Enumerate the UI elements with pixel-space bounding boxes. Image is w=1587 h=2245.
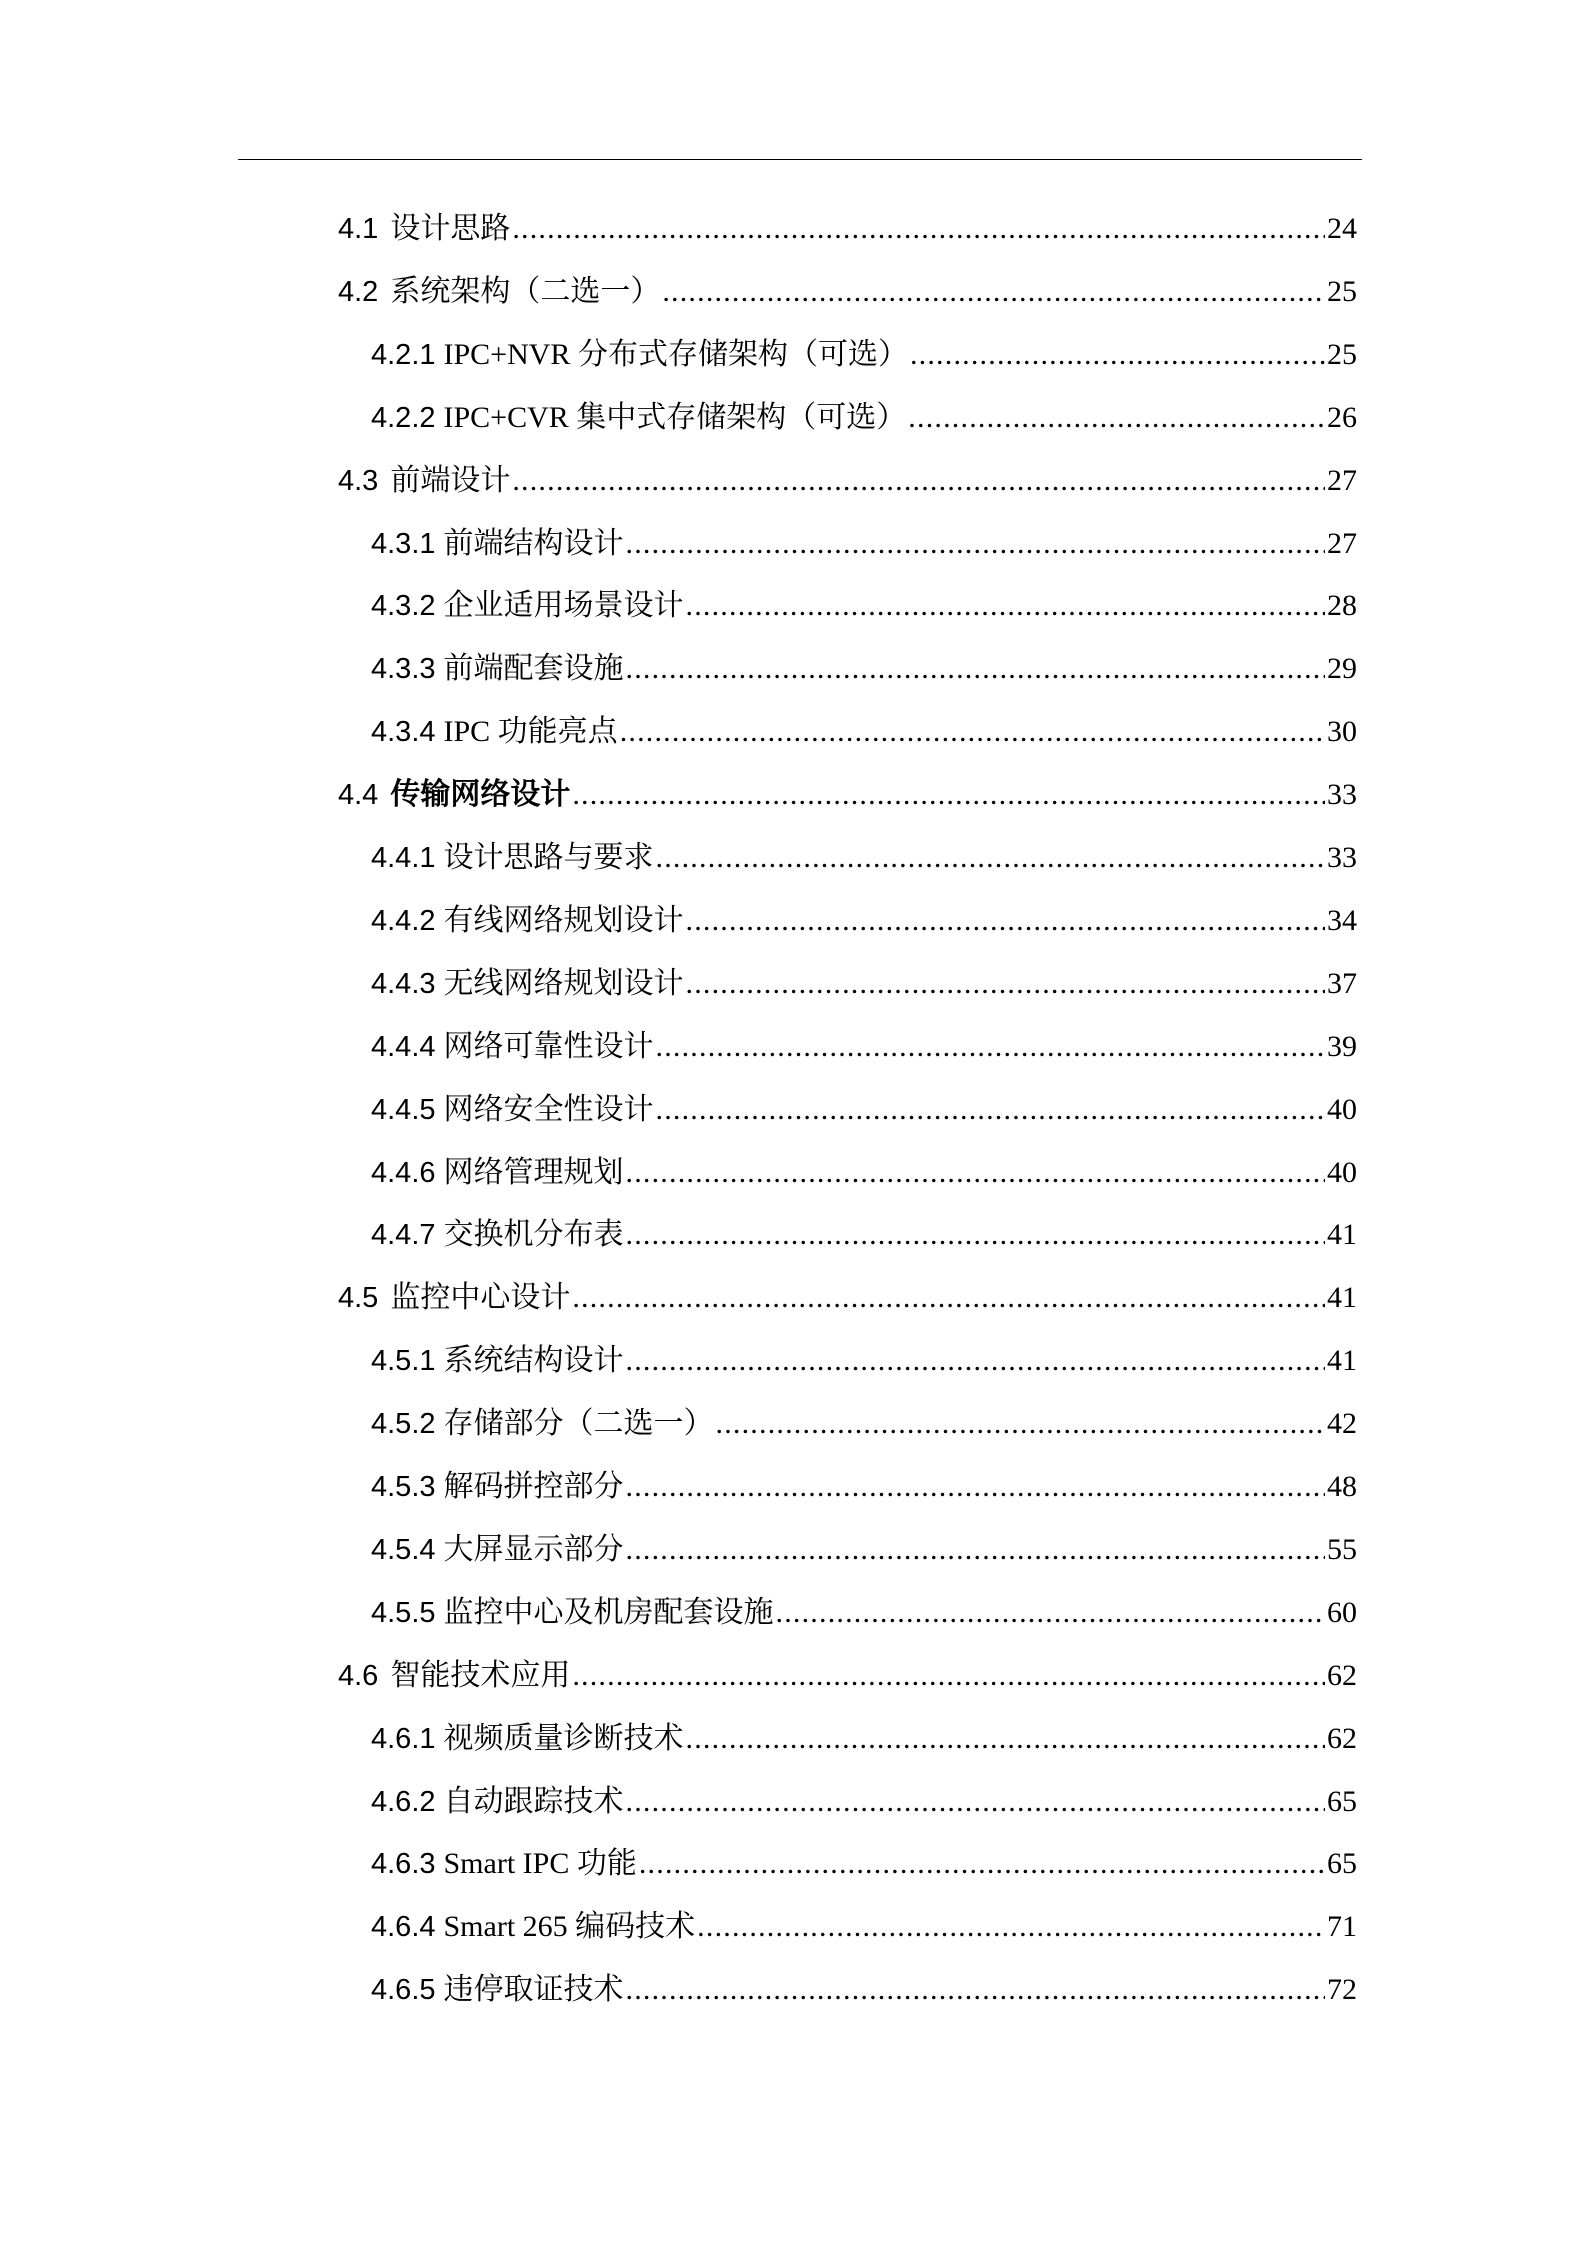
toc-entry-number: 4.3: [338, 464, 379, 497]
toc-entry-title: 企业适用场景设计: [443, 589, 684, 623]
toc-dot-leader: [686, 1722, 1326, 1756]
toc-dot-leader: [656, 841, 1326, 875]
toc-entry[interactable]: [371, 1021, 1357, 1065]
toc-dot-leader: [626, 1344, 1326, 1378]
toc-entry-title: 监控中心及机房配套设施: [443, 1595, 774, 1629]
toc-entry-page: 62: [1327, 1721, 1357, 1755]
toc-entry-page: 39: [1327, 1029, 1357, 1063]
toc-dot-leader: [656, 1093, 1326, 1127]
toc-entry[interactable]: [371, 1964, 1357, 2008]
toc-entry[interactable]: [338, 203, 1357, 247]
toc-entry-page: 25: [1327, 337, 1357, 371]
toc-entry[interactable]: [338, 1650, 1357, 1694]
toc-entry-title: 前端设计: [390, 463, 511, 497]
toc-entry-number: 4.6.3: [371, 1848, 436, 1881]
toc-dot-leader: [626, 652, 1326, 686]
toc-entry-number: 4.6.2: [371, 1785, 436, 1818]
toc-dot-leader: [639, 1847, 1325, 1881]
toc-entry-title: 设计思路与要求: [443, 841, 654, 874]
toc-entry[interactable]: [371, 1838, 1357, 1882]
toc-dot-leader: [626, 1785, 1326, 1819]
toc-entry-title: 传输网络设计: [390, 778, 571, 812]
toc-entry[interactable]: [371, 1713, 1357, 1757]
toc-entry-number: 4.3.4: [371, 716, 436, 749]
toc-entry[interactable]: [371, 895, 1357, 939]
toc-dot-leader: [512, 212, 1325, 246]
toc-entry-number: 4.3.3: [371, 653, 436, 686]
toc-entry-number: 4.6.1: [371, 1722, 436, 1755]
toc-entry-title: 有线网络规划设计: [443, 903, 684, 937]
toc-dot-leader: [656, 1030, 1326, 1064]
toc-entry-number: 4.4.4: [371, 1030, 436, 1063]
toc-entry-page: 60: [1327, 1595, 1357, 1629]
header-rule: [238, 159, 1362, 160]
toc-entry-page: 27: [1327, 463, 1357, 497]
toc-entry[interactable]: [371, 1776, 1357, 1820]
toc-entry-page: 34: [1327, 903, 1357, 937]
toc-entry[interactable]: [338, 1272, 1357, 1316]
toc-entry-page: 37: [1327, 966, 1357, 1000]
toc-entry-number: 4.4.3: [371, 967, 436, 1000]
toc-entry-title: 无线网络规划设计: [443, 966, 684, 1000]
toc-entry-page: 30: [1327, 715, 1357, 749]
toc-entry-number: 4.5.3: [371, 1471, 436, 1503]
toc-dot-leader: [626, 1218, 1326, 1252]
toc-entry-number: 4.5: [338, 1282, 379, 1315]
toc-dot-leader: [686, 967, 1326, 1001]
toc-entry-title: 网络可靠性设计: [443, 1029, 654, 1063]
toc-entry[interactable]: [371, 1147, 1357, 1191]
toc-entry-page: 48: [1327, 1470, 1357, 1503]
toc-entry-title: 前端配套设施: [443, 652, 624, 686]
toc-dot-leader: [686, 904, 1326, 938]
toc-entry-page: 33: [1327, 841, 1357, 874]
toc-entry-number: 4.2.1: [371, 338, 436, 371]
toc-entry-title: 存储部分（二选一）: [443, 1407, 714, 1441]
toc-entry[interactable]: [371, 643, 1357, 687]
toc-entry[interactable]: [338, 455, 1357, 499]
toc-entry[interactable]: [371, 392, 1357, 436]
toc-entry-number: 4.2: [338, 275, 379, 308]
toc-entry-page: 72: [1327, 1973, 1357, 2007]
toc-entry[interactable]: [371, 1524, 1357, 1568]
toc-entry-number: 4.5.1: [371, 1345, 436, 1378]
toc-entry-title: 前端结构设计: [443, 526, 624, 560]
toc-entry[interactable]: [371, 1461, 1357, 1505]
toc-entry-title: 违停取证技术: [443, 1973, 624, 2007]
toc-entry-page: 71: [1327, 1910, 1357, 1944]
toc-entry-page: 41: [1327, 1344, 1357, 1378]
toc-entry-page: 65: [1327, 1784, 1357, 1818]
toc-dot-leader: [572, 778, 1325, 812]
toc-entry-number: 4.4.2: [371, 904, 436, 937]
toc-dot-leader: [620, 715, 1325, 749]
toc-entry-page: 24: [1327, 212, 1357, 245]
toc-entry-page: 42: [1327, 1407, 1357, 1441]
toc-dot-leader: [572, 1281, 1325, 1315]
toc-entry-title: 自动跟踪技术: [443, 1784, 624, 1818]
toc-dot-leader: [626, 1470, 1326, 1504]
toc-entry-number: 4.2.2: [371, 401, 436, 434]
toc-dot-leader: [626, 1533, 1326, 1567]
toc-dot-leader: [572, 1659, 1325, 1693]
toc-entry[interactable]: [371, 1209, 1357, 1253]
toc-entry-number: 4.6: [338, 1659, 379, 1692]
toc-entry-number: 4.1: [338, 213, 379, 245]
toc-entry-page: 41: [1327, 1218, 1357, 1252]
toc-entry-page: 62: [1327, 1658, 1357, 1692]
toc-dot-leader: [697, 1910, 1325, 1944]
toc-dot-leader: [626, 1973, 1326, 2007]
toc-entry-number: 4.4: [338, 779, 379, 812]
toc-dot-leader: [686, 589, 1326, 623]
toc-entry-number: 4.6.4: [371, 1911, 436, 1944]
toc-entry-number: 4.4.7: [371, 1219, 436, 1252]
toc-entry[interactable]: [371, 832, 1357, 876]
toc-entry-title: 监控中心设计: [390, 1281, 571, 1315]
toc-dot-leader: [910, 338, 1325, 372]
toc-entry-number: 4.4.5: [371, 1093, 436, 1126]
toc-entry-number: 4.4.1: [371, 842, 436, 874]
toc-entry-page: 65: [1327, 1847, 1357, 1881]
toc-dot-leader: [908, 401, 1325, 435]
toc-entry-page: 29: [1327, 652, 1357, 686]
toc-entry-title: IPC 功能亮点: [443, 715, 618, 749]
toc-entry-title: 网络安全性设计: [443, 1092, 654, 1126]
toc-entry-page: 26: [1327, 400, 1357, 434]
toc-entry[interactable]: [371, 1901, 1357, 1945]
toc-entry-page: 28: [1327, 589, 1357, 623]
toc-dot-leader: [626, 527, 1326, 561]
toc-dot-leader: [716, 1407, 1326, 1441]
toc-entry-title: IPC+CVR 集中式存储架构（可选）: [443, 400, 907, 434]
toc-entry-page: 40: [1327, 1155, 1357, 1189]
toc-entry-page: 41: [1327, 1281, 1357, 1315]
toc-entry-title: 系统架构（二选一）: [390, 274, 661, 308]
toc-entry-number: 4.3.2: [371, 590, 436, 623]
toc-entry-number: 4.3.1: [371, 527, 436, 560]
toc-dot-leader: [662, 275, 1325, 309]
toc-entry-title: 视频质量诊断技术: [443, 1721, 684, 1755]
toc-entry[interactable]: [371, 1587, 1357, 1631]
toc-entry[interactable]: [371, 1335, 1357, 1379]
toc-entry[interactable]: [371, 518, 1357, 562]
toc-entry-title: 大屏显示部分: [443, 1532, 624, 1566]
toc-dot-leader: [626, 1156, 1326, 1190]
toc-dot-leader: [776, 1596, 1326, 1630]
toc-entry-page: 55: [1327, 1532, 1357, 1566]
toc-entry-title: 交换机分布表: [443, 1218, 624, 1252]
toc-entry-title: 系统结构设计: [443, 1344, 624, 1378]
toc-entry-title: 设计思路: [390, 212, 511, 245]
toc-entry-number: 4.4.6: [371, 1156, 436, 1189]
toc-entry[interactable]: [338, 266, 1357, 310]
toc-entry-title: Smart 265 编码技术: [443, 1910, 696, 1944]
toc-entry[interactable]: [338, 769, 1357, 813]
toc-entry[interactable]: [371, 580, 1357, 624]
toc-entry[interactable]: [371, 958, 1357, 1002]
toc-entry[interactable]: [371, 706, 1357, 750]
toc-entry-title: 智能技术应用: [390, 1658, 571, 1692]
toc-entry-title: IPC+NVR 分布式存储架构（可选）: [443, 337, 908, 371]
toc-entry-title: 解码拼控部分: [443, 1470, 624, 1503]
toc-entry-page: 33: [1327, 778, 1357, 812]
toc-entry-page: 40: [1327, 1092, 1357, 1126]
toc-entry-title: 网络管理规划: [443, 1155, 624, 1189]
toc-entry-number: 4.6.5: [371, 1974, 436, 2007]
toc-entry-number: 4.5.5: [371, 1596, 436, 1629]
toc-entry[interactable]: [371, 1084, 1357, 1128]
toc-entry-page: 25: [1327, 274, 1357, 308]
toc-entry-number: 4.5.2: [371, 1408, 436, 1441]
toc-entry-title: Smart IPC 功能: [443, 1847, 637, 1881]
toc-entry-page: 27: [1327, 526, 1357, 560]
toc-entry[interactable]: [371, 329, 1357, 373]
toc-dot-leader: [512, 464, 1325, 498]
toc-entry[interactable]: [371, 1398, 1357, 1442]
toc-entry-number: 4.5.4: [371, 1533, 436, 1566]
